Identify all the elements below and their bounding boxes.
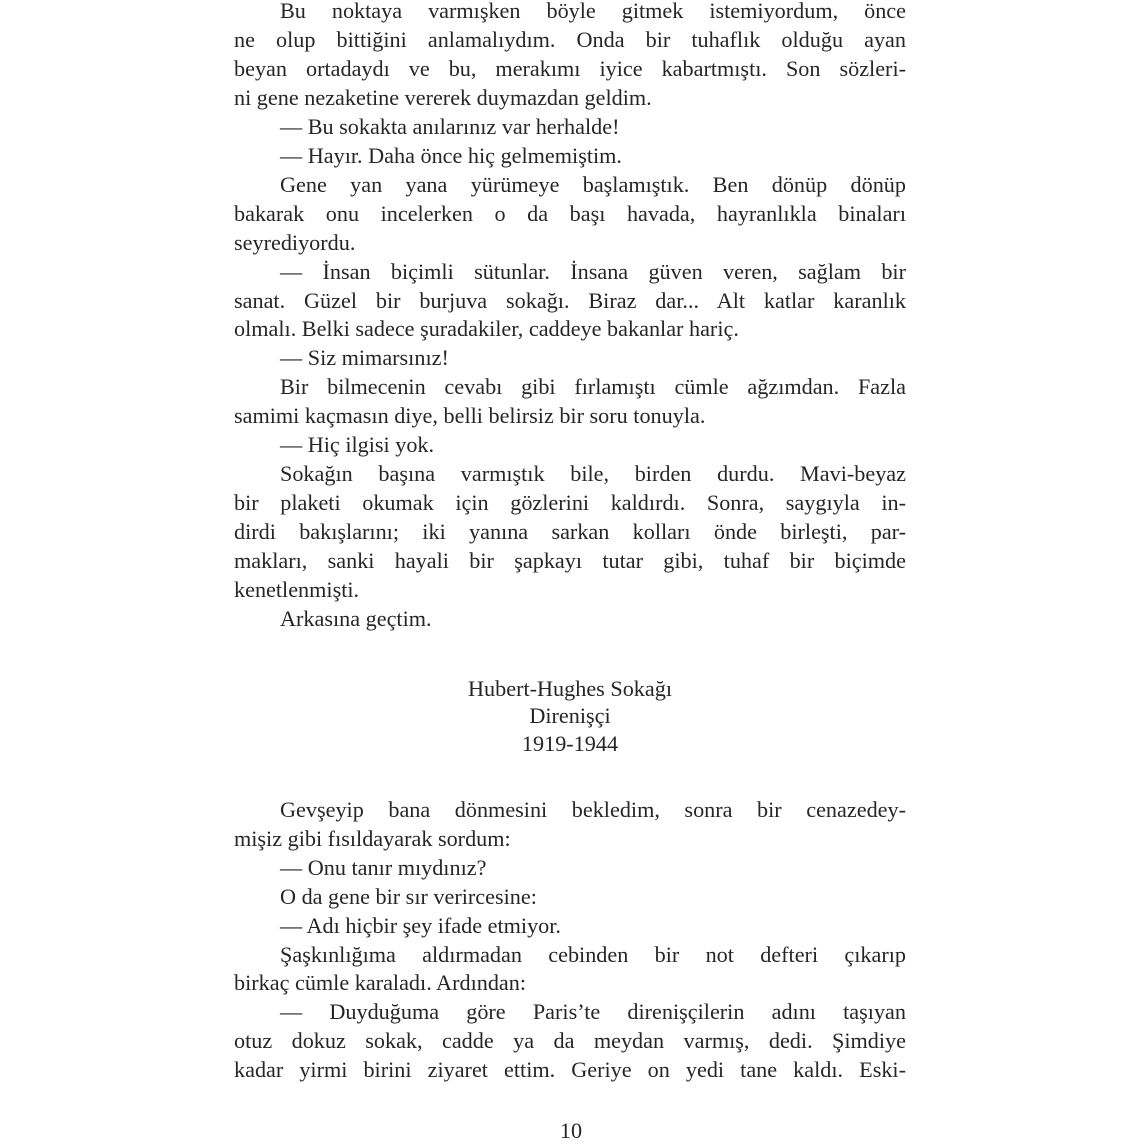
text-line: makları, sanki hayali bir şapkayı tutar gibi, tuhaf bir biçimde bbox=[234, 548, 906, 574]
text-line: mişiz gibi fısıldayarak sordum: bbox=[234, 825, 511, 851]
text-line: birkaç cümle karaladı. Ardından: bbox=[234, 970, 527, 996]
text-line: Sokağın başına varmıştık bile, birden durdu. Mavi-beyaz bbox=[280, 461, 906, 487]
text-line: ne olup bittiğini anlamalıydım. Onda bir tuhaflık olduğu ayan bbox=[234, 26, 906, 52]
text-line: — Siz mimarsınız! bbox=[280, 345, 449, 371]
plaque-title: Direnişçi bbox=[529, 703, 611, 728]
text-line: Şaşkınlığıma aldırmadan cebinden bir not defteri çıkarıp bbox=[280, 941, 906, 967]
text-line: O da gene bir sır verircesine: bbox=[280, 883, 537, 909]
plaque-street-name: Hubert-Hughes Sokağı bbox=[468, 676, 672, 701]
text-line: — Onu tanır mıydınız? bbox=[280, 854, 487, 880]
page-number: 10 bbox=[559, 1118, 583, 1143]
text-line: — Adı hiçbir şey ifade etmiyor. bbox=[280, 912, 561, 938]
text-line: ni gene nezaketine vererek duymazdan geldim. bbox=[234, 84, 652, 110]
text-line: — Duyduğuma göre Paris’te direnişçilerin adını taşıyan bbox=[280, 999, 906, 1025]
text-line: bakarak onu incelerken o da başı havada, hayranlıkla binaları bbox=[234, 200, 906, 226]
text-line: samimi kaçmasın diye, belli belirsiz bir soru tonuyla. bbox=[234, 403, 706, 429]
text-line: Bir bilmecenin cevabı gibi fırlamıştı cümle ağzımdan. Fazla bbox=[280, 374, 906, 400]
text-line: seyrediyordu. bbox=[234, 229, 356, 255]
plaque-years: 1919-1944 bbox=[521, 731, 619, 756]
text-line: sanat. Güzel bir burjuva sokağı. Biraz dar... Alt katlar karanlık bbox=[234, 287, 906, 313]
text-line: beyan ortadaydı ve bu, merakımı iyice kabartmıştı. Son sözleri- bbox=[234, 55, 906, 81]
text-line: kenetlenmişti. bbox=[234, 577, 360, 602]
text-line: Gene yan yana yürümeye başlamıştık. Ben dönüp dönüp bbox=[280, 171, 906, 197]
text-line: — Hayır. Daha önce hiç gelmemiştim. bbox=[280, 142, 622, 168]
text-line: olmalı. Belki sadece şuradakiler, caddeye bakanlar hariç. bbox=[234, 316, 739, 342]
text-line: otuz dokuz sokak, cadde ya da meydan varmış, dedi. Şimdiye bbox=[234, 1028, 906, 1054]
text-line: kadar yirmi birini ziyaret ettim. Geriye on yedi tane kaldı. Eski- bbox=[234, 1057, 906, 1083]
text-line: — Hiç ilgisi yok. bbox=[280, 432, 435, 458]
text-line: Gevşeyip bana dönmesini bekledim, sonra bir cenazedey- bbox=[280, 797, 906, 822]
text-line: dirdi bakışlarını; iki yanına sarkan kolları önde birleşti, par- bbox=[234, 519, 906, 545]
text-line: Bu noktaya varmışken böyle gitmek istemiyordum, önce bbox=[280, 0, 906, 23]
text-line: bir plaketi okumak için gözlerini kaldırdı. Sonra, saygıyla in- bbox=[234, 490, 906, 516]
text-line: Arkasına geçtim. bbox=[280, 605, 432, 631]
text-line: — İnsan biçimli sütunlar. İnsana güven veren, sağlam bir bbox=[280, 258, 906, 284]
text-line: — Bu sokakta anılarınız var herhalde! bbox=[280, 113, 620, 139]
